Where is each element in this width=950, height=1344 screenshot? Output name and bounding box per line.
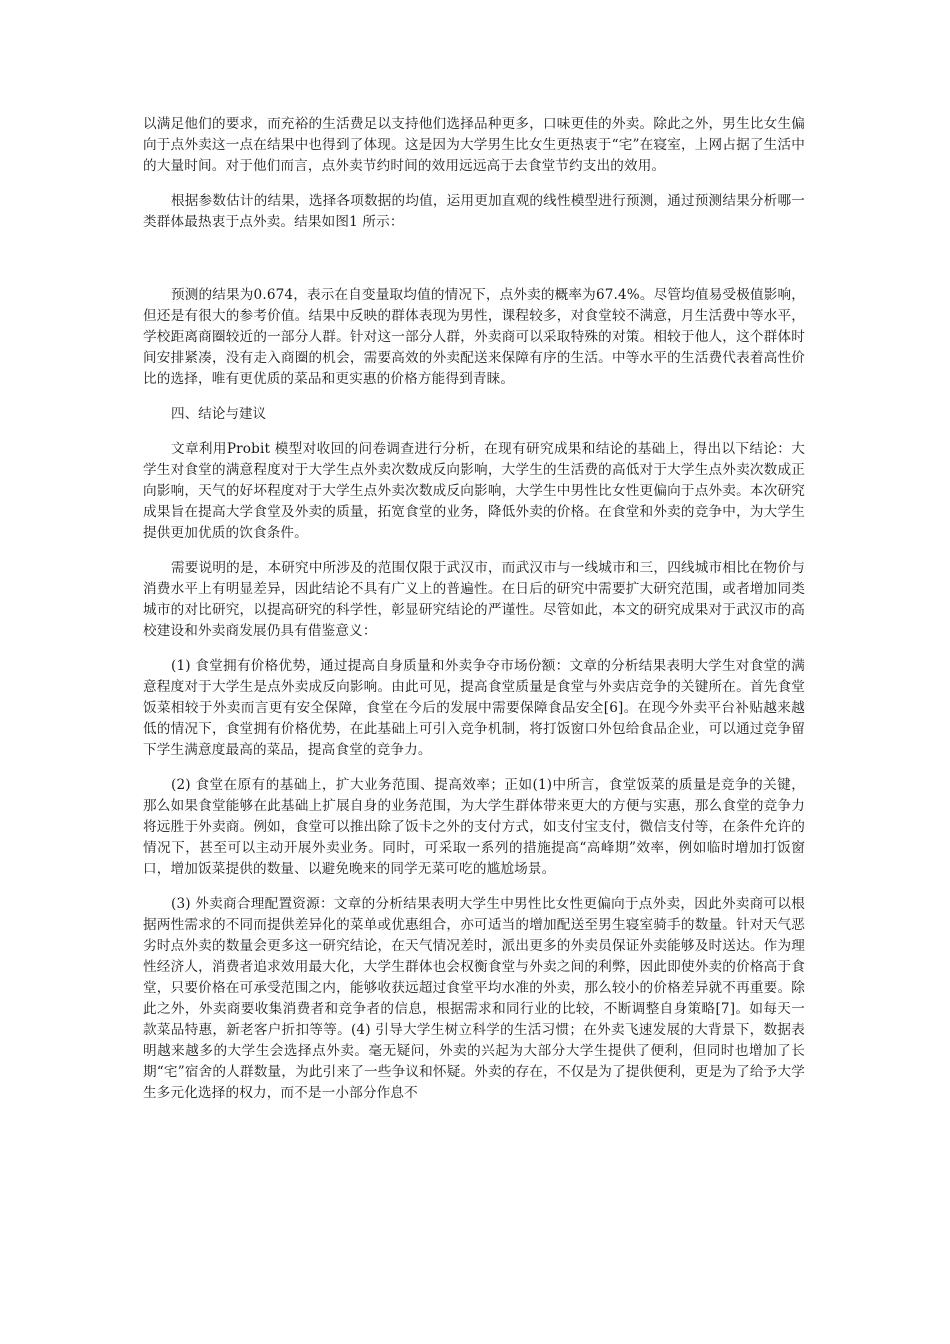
figure-placeholder [143, 233, 805, 285]
paragraph-continuation: 以满足他们的要求，而充裕的生活费足以支持他们选择品种更多，口味更佳的外卖。除此之外，男生比女生偏向于点外卖这一点在结果中也得到了体现。这是因为大学男生比女生更热衷于“宅”在寝室，上网占据了生活中的大量时间。对于他们而言，点外卖节约时间的效用远远高于去食堂节约支出的效用。 [143, 116, 805, 174]
paragraph-prediction-result: 预测的结果为0.674，表示在自变量取均值的情况下，点外卖的概率为67.4%。尽管均值易受极值影响，但还是有很大的参考价值。结果中反映的群体表现为男性，课程较多，对食堂较不满意，月生活费中等水平，学校距离商圈较近的一部分人群。针对这一部分人群，外卖商可以采取特殊的对策。相较于他人，这个群体时间安排紧凑，没有走入商圈的机会，需要高效的外卖配送来保障有序的生活。中等水平的生活费代表着高性价比的选择，唯有更优质的菜品和更实惠的价格方能得到青睐。 [143, 287, 805, 387]
paragraph-suggestion-3-4: (3) 外卖商合理配置资源：文章的分析结果表明大学生中男性比女性更偏向于点外卖，因此外卖商可以根据两性需求的不同而提供差异化的菜单或优惠组合，亦可适当的增加配送至男生寝室骑手的数量。针对天气恶劣时点外卖的数量会更多这一研究结论，在天气情况差时，派出更多的外卖员保证外卖能够及时送达。作为理性经济人，消费者追求效用最大化，大学生群体也会权衡食堂与外卖之间的利弊，因此即使外卖的价格高于食堂，只要价格在可承受范围之内，能够收获远超过食堂平均水准的外卖，那么较小的价格差异就不再重要。除此之外，外卖商要收集消费者和竞争者的信息，根据需求和同行业的比较，不断调整自身策略[7]。如每天一款菜品特惠，新老客户折扣等等。(4) 引导大学生树立科学的生活习惯；在外卖飞速发展的大背景下，数据表明越来越多的大学生会选择点外卖。毫无疑问，外卖的兴起为大部分大学生提供了便利，但同时也增加了长期“宅”宿舍的人群数量，为此引来了一些争议和怀疑。外卖的存在，不仅是为了提供便利，更是为了给予大学生多元化选择的权力，而不是一小部分作息不 [143, 896, 805, 1101]
paragraph-prediction-method: 根据参数估计的结果，选择各项数据的均值，运用更加直观的线性模型进行预测，通过预测结果分析哪一类群体最热衷于点外卖。结果如图1 所示： [143, 193, 805, 230]
paragraph-suggestion-1: (1) 食堂拥有价格优势，通过提高自身质量和外卖争夺市场份额：文章的分析结果表明大学生对食堂的满意程度对于大学生是点外卖成反向影响。由此可见，提高食堂质量是食堂与外卖店竞争的关键所在。首先食堂饭菜相较于外卖而言更有安全保障，食堂在今后的发展中需要保障食品安全[6]。在现今外卖平台补贴越来越低的情况下，食堂拥有价格优势，在此基础上可引入竞争机制，将打饭窗口外包给食品企业，可以通过竞争留下学生满意度最高的菜品，提高食堂的竞争力。 [143, 658, 805, 758]
paragraph-conclusion: 文章利用Probit 模型对收回的问卷调查进行分析，在现有研究成果和结论的基础上，得出以下结论：大学生对食堂的满意程度对于大学生点外卖次数成反向影响，大学生的生活费的高低对于大学生点外卖次数成正向影响，天气的好坏程度对于大学生点外卖次数成反向影响，大学生中男性比女性更偏向于点外卖。本次研究成果旨在提高大学食堂及外卖的质量，拓宽食堂的业务，降低外卖的价格。在食堂和外卖的竞争中，为大学生提供更加优质的饮食条件。 [143, 441, 805, 541]
document-page [143, 114, 805, 1104]
paragraph-suggestion-2: (2) 食堂在原有的基础上，扩大业务范围、提高效率；正如(1)中所言，食堂饭菜的质量是竞争的关键，那么如果食堂能够在此基础上扩展自身的业务范围，为大学生群体带来更大的方便与实惠，那么食堂的竞争力将远胜于外卖商。例如，食堂可以推出除了饭卡之外的支付方式，如支付宝支付，微信支付等，在条件允许的情况下，甚至可以主动开展外卖业务。同时，可采取一系列的措施提高“高峰期”效率，例如临时增加打饭窗口，增加饭菜提供的数量、以避免晚来的同学无菜可吃的尴尬场景。 [143, 777, 805, 877]
section-heading: 四、结论与建议 [171, 406, 267, 422]
paragraph-scope-note: 需要说明的是，本研究中所涉及的范围仅限于武汉市，而武汉市与一线城市和三，四线城市相比在物价与消费水平上有明显差异，因此结论不具有广义上的普遍性。在日后的研究中需要扩大研究范围，或者增加同类城市的对比研究，以提高研究的科学性，彰显研究结论的严谨性。尽管如此，本文的研究成果对于武汉市的高校建设和外卖商发展仍具有借鉴意义： [143, 560, 805, 639]
